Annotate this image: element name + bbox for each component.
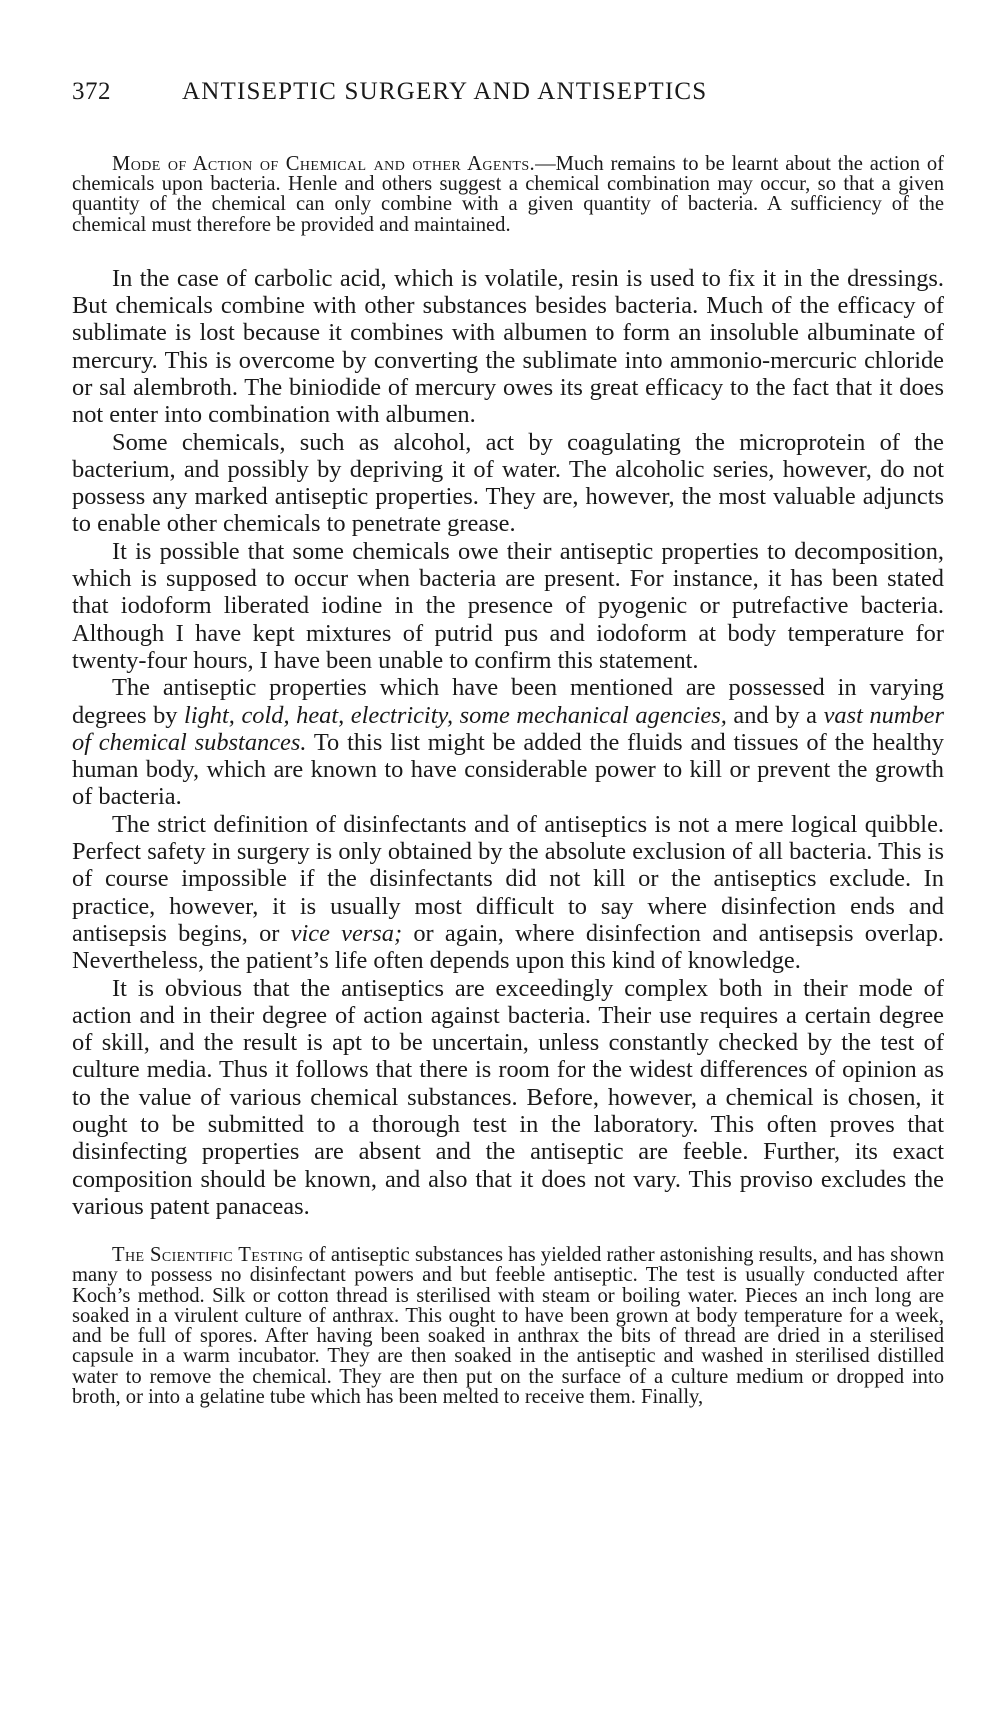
- running-title: ANTISEPTIC SURGERY AND ANTISEPTICS: [182, 78, 708, 105]
- italic-text: vice versa;: [290, 919, 403, 947]
- paragraph-text: and by a: [726, 701, 824, 729]
- page-number: 372: [72, 78, 111, 105]
- paragraph-text: —Much remains to be learnt about the action of chemicals upon bacteria. Henle and others suggest a chemical combination may occur, so that a given quantity of the chemical can only combine with a given quantity of bacteria. A sufficiency of the chemical must therefore be provided and maintained.: [72, 153, 944, 236]
- section-heading: The Scientific Testing: [112, 1244, 304, 1267]
- paragraph-text: The strict definition of disinfectants and of antiseptics is not a mere logical quibble. Perfect safety in surgery is only obtained by the absolute exclusion of all bacteria. This is of course impossible if the disinfectants did not kill or the antiseptics exclude. In practice, however, it is usually most difficult to say where disinfection ends and antisepsis begins, or: [72, 810, 944, 947]
- main-text: [72, 265, 944, 1220]
- paragraph: Some chemicals, such as alcohol, act by coagulating the microprotein of the bacterium, and possibly by depriving it of water. The alcoholic series, however, do not possess any marked antiseptic properties. They are, however, the most valuable adjuncts to enable other chemicals to penetrate grease.: [72, 428, 944, 538]
- paragraph: [72, 674, 944, 810]
- paragraph: It is obvious that the antiseptics are exceedingly complex both in their mode of action and in their degree of action against bacteria. Their use requires a certain degree of skill, and the result is apt to be uncertain, unless constantly checked by the test of culture media. Thus it follows that there is room for the widest differences of opinion as to the value of various chemical substances. Before, however, a chemical is chosen, it ought to be submitted to a thorough test in the laboratory. This often proves that disinfecting properties are absent and the antiseptic are feeble. Further, its exact composition should be known, and also that it does not vary. This proviso excludes the various patent panaceas.: [72, 974, 944, 1220]
- italic-text: vast number of chemical substances.: [72, 701, 944, 756]
- paragraph: [72, 811, 944, 975]
- paragraph: It is possible that some chemicals owe their antiseptic properties to decomposition, which is supposed to occur when bacteria are present. For instance, it has been stated that iodoform liberated iodine in the presence of pyogenic or putrefactive bacteria. Although I have kept mixtures of putrid pus and iodoform at body temperature for twenty-four hours, I have been unable to confirm this statement.: [72, 537, 944, 674]
- running-head: [72, 78, 944, 118]
- paragraph-text: To this list might be added the fluids and tissues of the healthy human body, which are known to have considerable power to kill or prevent the growth of bacteria.: [72, 728, 944, 811]
- section-scientific-testing: [72, 1245, 944, 1407]
- paragraph-text: The antiseptic properties which have been mentioned are possessed in varying degrees by: [72, 674, 944, 729]
- paragraph: [72, 154, 944, 235]
- paragraph-text: of antiseptic substances has yielded rather astonishing results, and has shown many to possess no disinfectant powers and but feeble antiseptic. The test is usually conducted after Koch’s method. Silk or cotton thread is sterilised with steam or boiling water. Pieces an inch long are soaked in a virulent culture of anthrax. This ought to have been grown at body temperature for a week, and be full of spores. After having been soaked in anthrax the bits of thread are dried in a sterilised capsule in a warm incubator. They are then soaked in the antiseptic and washed in sterilised distilled water to remove the chemical. They are then put on the surface of a culture medium or dropped into broth, or into a gelatine tube which has been melted to receive them. Finally,: [72, 1244, 944, 1408]
- section-heading: Mode of Action of Chemical and other Agents.: [112, 153, 536, 175]
- paragraph-text: or again, where disinfection and antisepsis overlap. Nevertheless, the patient’s life often depends upon this kind of knowledge.: [72, 919, 944, 975]
- book-page: [72, 78, 944, 1407]
- section-mode-of-action: [72, 154, 944, 235]
- paragraph: [72, 1245, 944, 1407]
- italic-text: light, cold, heat, electricity, some mechanical agencies,: [184, 701, 727, 729]
- paragraph: In the case of carbolic acid, which is volatile, resin is used to fix it in the dressings. But chemicals combine with other substances besides bacteria. Much of the efficacy of sublimate is lost because it combines with albumen to form an insoluble albuminate of mercury. This is overcome by converting the sublimate into ammonio-mercuric chloride or sal alembroth. The biniodide of mercury owes its great efficacy to the fact that it does not enter into combination with albumen.: [72, 264, 944, 429]
